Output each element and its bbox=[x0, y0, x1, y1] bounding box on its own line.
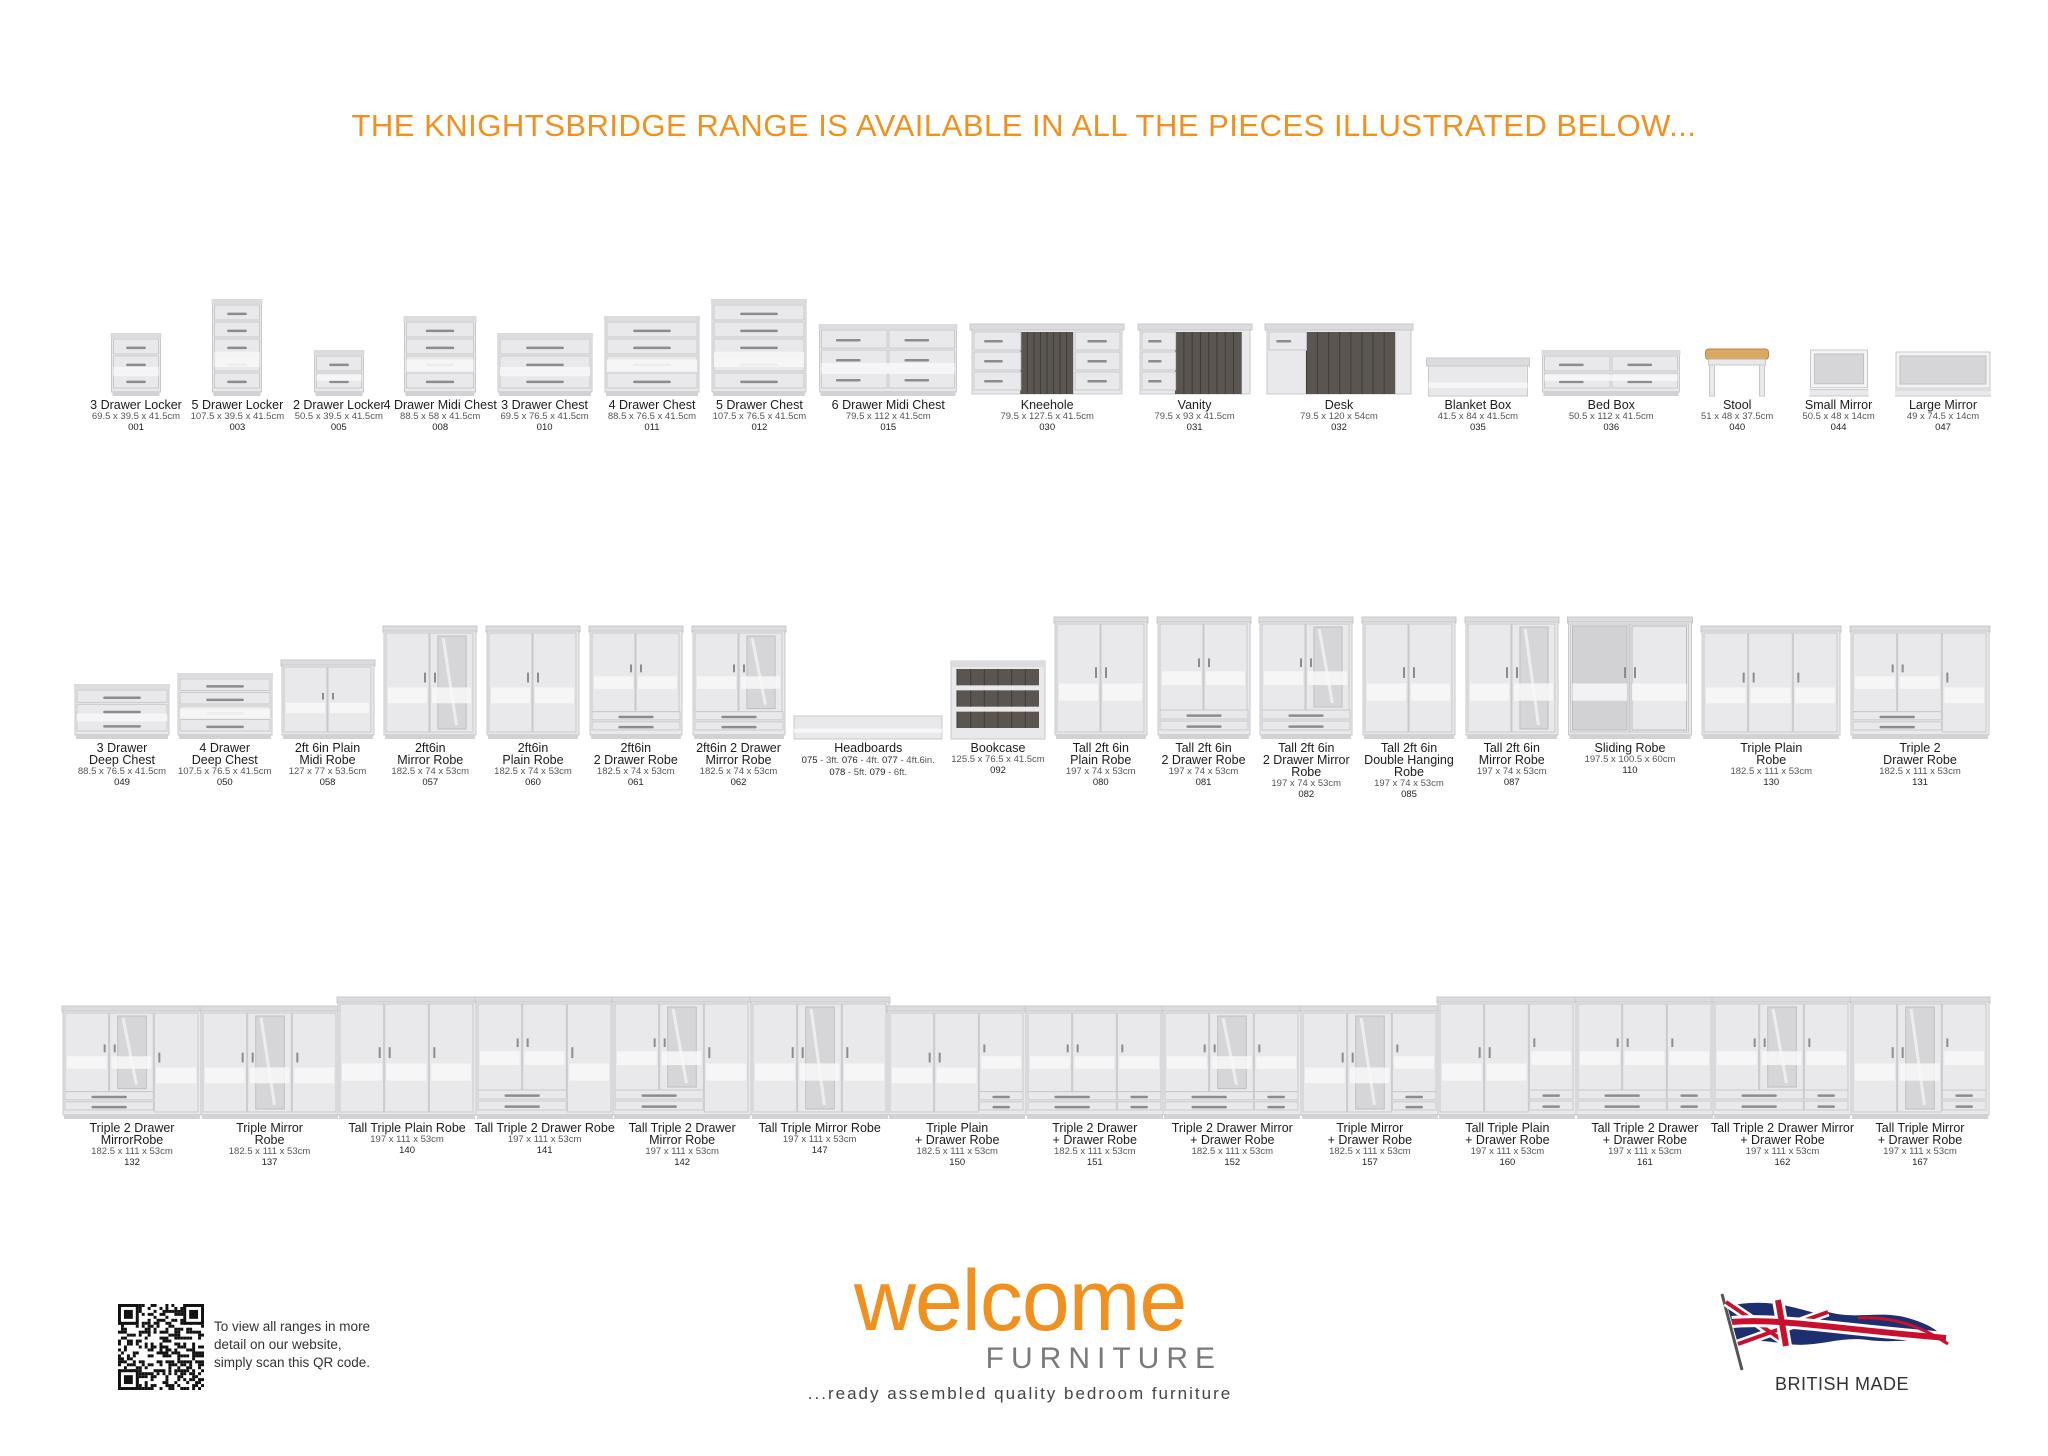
product-name: 3 Drawer Chest bbox=[501, 398, 589, 412]
product-dimensions: 125.5 x 76.5 x 41.5cm bbox=[951, 754, 1045, 765]
product-code: 030 bbox=[1039, 421, 1056, 433]
product-name: Triple 2 bbox=[1899, 741, 1941, 755]
product-item[interactable] bbox=[1850, 520, 1990, 788]
product-name: + Drawer Robe bbox=[1877, 1133, 1963, 1147]
product-dimensions: 182.5 x 111 x 53cm bbox=[1054, 1146, 1136, 1157]
logo-tagline: ...ready assembled quality bedroom furniture bbox=[807, 1384, 1233, 1403]
product-item[interactable] bbox=[612, 900, 752, 1168]
product-code: 058 bbox=[319, 776, 336, 788]
product-dimensions: 197 x 111 x 53cm bbox=[1745, 1146, 1820, 1157]
product-name: Headboards bbox=[834, 741, 903, 755]
product-name: MirrorRobe bbox=[100, 1133, 164, 1147]
product-code: 142 bbox=[674, 1156, 691, 1168]
product-code: 152 bbox=[1224, 1156, 1241, 1168]
product-dimensions: 69.5 x 76.5 x 41.5cm bbox=[500, 411, 589, 422]
product-name: Robe bbox=[1756, 753, 1787, 767]
product-item[interactable] bbox=[712, 230, 806, 435]
product-item[interactable] bbox=[1300, 900, 1440, 1168]
product-code: 005 bbox=[330, 421, 347, 433]
qr-text-line: simply scan this QR code. bbox=[214, 1355, 371, 1370]
product-item[interactable] bbox=[1362, 520, 1456, 800]
product-dimensions: 182.5 x 74 x 53cm bbox=[699, 766, 778, 777]
product-item[interactable] bbox=[200, 900, 340, 1168]
product-image bbox=[212, 298, 263, 397]
qr-text-line: detail on our website, bbox=[214, 1337, 342, 1352]
product-dimensions: 197 x 111 x 53cm bbox=[507, 1134, 582, 1145]
product-image bbox=[1809, 349, 1868, 397]
product-item[interactable] bbox=[1162, 900, 1302, 1168]
product-item[interactable] bbox=[794, 520, 942, 778]
product-item[interactable] bbox=[1575, 900, 1715, 1168]
product-dimensions: 49 x 74.5 x 14cm bbox=[1906, 411, 1980, 422]
product-name: Sliding Robe bbox=[1594, 741, 1666, 755]
product-name: Tall 2ft 6in bbox=[1380, 741, 1438, 755]
product-dimensions: 197 x 111 x 53cm bbox=[782, 1134, 857, 1145]
product-code: 040 bbox=[1729, 421, 1746, 433]
product-item[interactable] bbox=[1426, 230, 1529, 435]
product-dimensions: 197 x 111 x 53cm bbox=[645, 1146, 719, 1157]
product-name: Plain Robe bbox=[1070, 753, 1132, 767]
product-code: 031 bbox=[1186, 421, 1203, 433]
product-code: 080 bbox=[1092, 776, 1109, 788]
product-dimensions: 182.5 x 111 x 53cm bbox=[1329, 1146, 1411, 1157]
product-name: Tall 2ft 6in bbox=[1278, 741, 1335, 755]
product-image bbox=[1567, 616, 1694, 740]
product-item[interactable] bbox=[589, 520, 683, 788]
product-code: 167 bbox=[1912, 1156, 1928, 1168]
product-item[interactable] bbox=[281, 520, 375, 788]
qr-text-line: To view all ranges in more bbox=[214, 1319, 371, 1334]
product-name: Kneehole bbox=[1020, 398, 1074, 412]
product-image bbox=[1436, 996, 1578, 1120]
product-dimensions: 88.5 x 76.5 x 41.5cm bbox=[77, 766, 167, 777]
welcome-furniture-logo bbox=[760, 1253, 1280, 1404]
product-code: 012 bbox=[751, 421, 768, 433]
headboard-size: - 4ft.6in. bbox=[900, 755, 935, 766]
product-code: 157 bbox=[1361, 1156, 1378, 1168]
product-image bbox=[793, 715, 943, 740]
product-name: Deep Chest bbox=[191, 753, 258, 767]
product-item[interactable] bbox=[1568, 520, 1693, 778]
product-image bbox=[1574, 996, 1716, 1120]
product-item[interactable] bbox=[498, 230, 592, 435]
product-item[interactable] bbox=[75, 520, 169, 788]
british-made-label: BRITISH MADE bbox=[1774, 1374, 1909, 1394]
product-name: Triple Plain bbox=[926, 1121, 989, 1135]
product-item[interactable] bbox=[750, 900, 890, 1158]
product-dimensions: 127 x 77 x 53.5cm bbox=[288, 766, 367, 777]
product-image bbox=[1542, 349, 1681, 397]
product-image bbox=[404, 315, 477, 397]
product-code: 110 bbox=[1622, 764, 1638, 776]
product-item[interactable] bbox=[1795, 230, 1883, 435]
product-name: + Drawer Robe bbox=[1602, 1133, 1688, 1147]
product-image bbox=[1849, 625, 1991, 740]
product-code: 151 bbox=[1086, 1156, 1103, 1168]
product-code: 076 bbox=[841, 755, 861, 766]
product-item[interactable] bbox=[383, 520, 477, 788]
product-item[interactable] bbox=[692, 520, 786, 788]
product-code: 060 bbox=[525, 776, 541, 788]
product-dimensions: 79.5 x 120 x 54cm bbox=[1300, 411, 1378, 422]
product-code: 130 bbox=[1763, 776, 1780, 788]
product-code: 032 bbox=[1331, 421, 1347, 433]
product-dimensions: 197 x 74 x 53cm bbox=[1065, 766, 1136, 777]
product-item[interactable] bbox=[951, 520, 1045, 778]
product-image bbox=[886, 1005, 1028, 1120]
product-dimensions: 50.5 x 48 x 14cm bbox=[1802, 411, 1875, 422]
product-code: 160 bbox=[1499, 1156, 1516, 1168]
product-caption bbox=[1830, 1122, 2010, 1167]
product-code: 001 bbox=[128, 421, 144, 433]
headboard-size: - 3ft. bbox=[820, 755, 842, 766]
product-image bbox=[111, 332, 162, 397]
product-name: 2ft6in bbox=[414, 741, 446, 755]
product-caption bbox=[1245, 399, 1433, 432]
product-name: Triple Mirror bbox=[236, 1121, 303, 1135]
product-caption bbox=[1876, 399, 2010, 432]
product-image bbox=[1258, 616, 1354, 740]
product-name: Tall 2ft 6in bbox=[1483, 741, 1540, 755]
product-code: 061 bbox=[627, 776, 644, 788]
product-code: 078 bbox=[829, 767, 848, 778]
product-dimensions: 51 x 48 x 37.5cm bbox=[1701, 411, 1774, 422]
product-image bbox=[1464, 616, 1560, 740]
product-item[interactable] bbox=[178, 520, 272, 788]
product-name: 4 Drawer bbox=[199, 741, 251, 755]
product-name: + Drawer Robe bbox=[1052, 1133, 1137, 1147]
product-image bbox=[1705, 348, 1770, 397]
headboard-size: - 5ft. bbox=[847, 767, 870, 778]
product-dimensions: 182.5 x 111 x 53cm bbox=[228, 1146, 311, 1157]
product-name: Tall 2ft 6in bbox=[1072, 741, 1129, 755]
product-item[interactable] bbox=[970, 230, 1124, 435]
product-name: Desk bbox=[1324, 398, 1354, 412]
product-dimensions: 107.5 x 76.5 x 41.5cm bbox=[712, 411, 807, 422]
product-name: Mirror Robe bbox=[1478, 753, 1545, 767]
product-item[interactable] bbox=[1850, 900, 1990, 1168]
product-image bbox=[1264, 323, 1414, 397]
product-item[interactable] bbox=[1701, 520, 1841, 788]
product-caption bbox=[1830, 742, 2010, 787]
product-image bbox=[382, 625, 478, 740]
product-name: 2 Drawer Mirror bbox=[1262, 753, 1350, 767]
product-name: Deep Chest bbox=[88, 753, 155, 767]
product-name: 2ft 6in Plain bbox=[294, 741, 361, 755]
product-code: 081 bbox=[1195, 776, 1212, 788]
product-item[interactable] bbox=[475, 900, 615, 1158]
product-name: Triple Plain bbox=[1740, 741, 1803, 755]
product-row-3 bbox=[0, 900, 2048, 1170]
product-name: 2 Drawer Locker bbox=[292, 398, 385, 412]
headboard-size: - 6ft. bbox=[888, 767, 908, 778]
product-image bbox=[280, 659, 376, 740]
product-image bbox=[819, 323, 958, 397]
product-name: 2ft6in bbox=[517, 741, 549, 755]
product-dimensions: 197 x 74 x 53cm bbox=[1374, 778, 1444, 789]
product-caption bbox=[950, 399, 1144, 432]
product-name: + Drawer Robe bbox=[915, 1133, 1000, 1147]
product-item[interactable] bbox=[62, 900, 202, 1168]
product-name: Tall Triple 2 Drawer Mirror bbox=[1710, 1121, 1854, 1135]
product-item[interactable] bbox=[1138, 230, 1252, 435]
product-item[interactable] bbox=[383, 230, 497, 435]
product-dimensions: 69.5 x 39.5 x 41.5cm bbox=[91, 411, 181, 422]
product-image bbox=[950, 660, 1046, 740]
product-item[interactable] bbox=[486, 520, 580, 788]
product-image bbox=[1053, 616, 1149, 740]
product-name: Large Mirror bbox=[1908, 398, 1978, 412]
product-dimensions: 107.5 x 39.5 x 41.5cm bbox=[190, 411, 285, 422]
product-name: Double Hanging bbox=[1364, 753, 1454, 767]
product-name: 3 Drawer Locker bbox=[90, 398, 182, 412]
product-name: 4 Drawer Midi Chest bbox=[383, 398, 497, 412]
product-code: 137 bbox=[261, 1156, 278, 1168]
product-name: 2 Drawer Robe bbox=[1161, 753, 1246, 767]
product-image bbox=[1849, 996, 1991, 1120]
product-name: Tall Triple Plain bbox=[1465, 1121, 1550, 1135]
product-name: 5 Drawer Locker bbox=[191, 398, 284, 412]
product-code: 092 bbox=[990, 764, 1006, 776]
product-dimensions: 182.5 x 111 x 53cm bbox=[1730, 766, 1812, 777]
product-name: Robe bbox=[1291, 765, 1322, 779]
product-name: Tall Triple Mirror Robe bbox=[758, 1121, 881, 1135]
product-item[interactable] bbox=[887, 900, 1027, 1168]
product-code: 132 bbox=[124, 1156, 140, 1168]
product-item[interactable] bbox=[1543, 230, 1680, 435]
product-image bbox=[474, 996, 616, 1120]
product-code: 015 bbox=[880, 421, 897, 433]
product-dimensions: 107.5 x 76.5 x 41.5cm bbox=[178, 766, 272, 777]
page-headline: THE KNIGHTSBRIDGE RANGE IS AVAILABLE IN ALL THE PIECES ILLUSTRATED BELOW... bbox=[351, 108, 1697, 143]
product-code: 085 bbox=[1401, 788, 1417, 800]
product-dimensions: 197 x 111 x 53cm bbox=[1608, 1146, 1682, 1157]
product-code: 079 bbox=[869, 767, 889, 778]
product-image bbox=[1711, 996, 1853, 1120]
product-code: 141 bbox=[536, 1144, 553, 1156]
product-code: 062 bbox=[730, 776, 747, 788]
product-name: Midi Robe bbox=[299, 753, 356, 767]
product-item[interactable] bbox=[1896, 230, 1990, 435]
product-code: 150 bbox=[949, 1156, 966, 1168]
product-dimensions: 197 x 111 x 53cm bbox=[1470, 1146, 1545, 1157]
product-dimensions: 182.5 x 74 x 53cm bbox=[596, 766, 675, 777]
product-item[interactable] bbox=[1157, 520, 1251, 788]
product-item[interactable] bbox=[1054, 520, 1148, 788]
product-image bbox=[604, 315, 700, 397]
product-code: 077 bbox=[881, 755, 901, 766]
product-code: 082 bbox=[1298, 788, 1315, 800]
product-row-1 bbox=[0, 230, 2048, 440]
product-name: Plain Robe bbox=[502, 753, 564, 767]
product-dimensions: 197 x 111 x 53cm bbox=[1883, 1146, 1957, 1157]
product-image bbox=[336, 996, 478, 1120]
product-name: Tall 2ft 6in bbox=[1175, 741, 1232, 755]
logo-subtitle: FURNITURE bbox=[985, 1342, 1222, 1375]
product-name: Tall Triple Plain Robe bbox=[348, 1121, 466, 1135]
product-image bbox=[749, 996, 891, 1120]
product-name: Tall Triple 2 Drawer Robe bbox=[474, 1121, 615, 1135]
product-name: Triple 2 Drawer Mirror bbox=[1171, 1121, 1293, 1135]
product-code: 162 bbox=[1774, 1156, 1791, 1168]
product-dimensions: 50.5 x 39.5 x 41.5cm bbox=[294, 411, 383, 422]
product-dimensions: 182.5 x 111 x 53cm bbox=[91, 1146, 173, 1157]
product-dimensions: 197 x 74 x 53cm bbox=[1271, 778, 1342, 789]
product-image bbox=[497, 332, 593, 397]
product-dimensions: 197 x 74 x 53cm bbox=[1168, 766, 1239, 777]
product-image bbox=[1425, 357, 1530, 397]
product-dimensions: 197 x 74 x 53cm bbox=[1476, 766, 1547, 777]
product-name: + Drawer Robe bbox=[1740, 1133, 1825, 1147]
product-code: 035 bbox=[1469, 421, 1486, 433]
product-code: 049 bbox=[114, 776, 130, 788]
product-name: 2ft6in 2 Drawer bbox=[696, 741, 781, 755]
product-name: + Drawer Robe bbox=[1327, 1133, 1413, 1147]
product-item[interactable] bbox=[820, 230, 957, 435]
product-code: 008 bbox=[432, 421, 449, 433]
union-jack-flag-icon bbox=[1708, 1288, 1952, 1372]
product-code: 010 bbox=[536, 421, 553, 433]
product-image bbox=[711, 298, 807, 397]
product-code: 011 bbox=[644, 421, 660, 433]
product-image bbox=[1700, 625, 1842, 740]
qr-code-graphic bbox=[118, 1304, 204, 1390]
product-image bbox=[1361, 616, 1457, 740]
product-image bbox=[199, 1005, 341, 1120]
product-item[interactable] bbox=[1710, 900, 1854, 1168]
product-item[interactable] bbox=[1025, 900, 1165, 1168]
product-item[interactable] bbox=[1259, 520, 1353, 800]
product-name: Robe bbox=[1394, 765, 1424, 779]
product-name: Robe bbox=[254, 1133, 285, 1147]
product-name: Mirror Robe bbox=[649, 1133, 716, 1147]
product-name: Tall Triple 2 Drawer bbox=[1591, 1121, 1699, 1135]
product-name: Stool bbox=[1722, 398, 1752, 412]
product-item[interactable] bbox=[1437, 900, 1577, 1168]
product-image bbox=[1895, 351, 1991, 397]
product-code: 161 bbox=[1636, 1156, 1653, 1168]
product-item[interactable] bbox=[292, 230, 385, 435]
product-item[interactable] bbox=[1465, 520, 1559, 788]
qr-instructions bbox=[214, 1318, 370, 1372]
product-name: Tall Triple 2 Drawer bbox=[628, 1121, 736, 1135]
logo-wordmark: welcome bbox=[853, 1253, 1187, 1349]
product-item[interactable] bbox=[92, 230, 180, 435]
product-dimensions: 79.5 x 112 x 41.5cm bbox=[845, 411, 931, 422]
product-dimensions: 182.5 x 111 x 53cm bbox=[1191, 1146, 1274, 1157]
product-name: Tall Triple Mirror bbox=[1875, 1121, 1965, 1135]
product-dimensions: 197 x 111 x 53cm bbox=[370, 1134, 444, 1145]
headboard-size: - 4ft. bbox=[860, 755, 882, 766]
product-name: Blanket Box bbox=[1444, 398, 1512, 412]
product-image bbox=[485, 625, 581, 740]
product-code: 044 bbox=[1830, 421, 1847, 433]
product-image bbox=[1156, 616, 1252, 740]
product-name: 4 Drawer Chest bbox=[608, 398, 696, 412]
product-code: 147 bbox=[811, 1144, 828, 1156]
product-name: 6 Drawer Midi Chest bbox=[831, 398, 945, 412]
product-name: + Drawer Robe bbox=[1465, 1133, 1550, 1147]
product-name: Triple 2 Drawer bbox=[89, 1121, 175, 1135]
product-image bbox=[74, 683, 170, 740]
product-name: Drawer Robe bbox=[1883, 753, 1957, 767]
product-name: 5 Drawer Chest bbox=[715, 398, 803, 412]
product-name: 2 Drawer Robe bbox=[593, 753, 678, 767]
product-code: 057 bbox=[422, 776, 439, 788]
product-image bbox=[177, 672, 273, 740]
product-image bbox=[588, 625, 684, 740]
product-name: Bookcase bbox=[970, 741, 1026, 755]
product-row-2 bbox=[0, 520, 2048, 800]
product-dimensions: 182.5 x 111 x 53cm bbox=[916, 1146, 998, 1157]
product-item[interactable] bbox=[1265, 230, 1413, 435]
product-image bbox=[691, 625, 787, 740]
product-name: Mirror Robe bbox=[705, 753, 772, 767]
product-dimensions: 182.5 x 74 x 53cm bbox=[494, 766, 572, 777]
product-item[interactable] bbox=[605, 230, 699, 435]
product-code: 036 bbox=[1603, 421, 1620, 433]
product-image bbox=[611, 996, 753, 1120]
product-name: 3 Drawer bbox=[96, 741, 148, 755]
product-name: Triple Mirror bbox=[1336, 1121, 1404, 1135]
product-dimensions: 182.5 x 111 x 53cm bbox=[1879, 766, 1961, 777]
product-item[interactable] bbox=[1693, 230, 1781, 435]
product-name: Vanity bbox=[1177, 398, 1212, 412]
qr-code[interactable] bbox=[118, 1304, 204, 1390]
product-name: 2ft6in bbox=[620, 741, 652, 755]
product-code: 003 bbox=[229, 421, 246, 433]
product-image bbox=[61, 1005, 203, 1120]
product-code: 047 bbox=[1935, 421, 1951, 433]
product-name: Triple 2 Drawer bbox=[1052, 1121, 1138, 1135]
product-name: Mirror Robe bbox=[397, 753, 464, 767]
product-dimensions: 197.5 x 100.5 x 60cm bbox=[1584, 754, 1676, 765]
product-code: 131 bbox=[1912, 776, 1928, 788]
product-image bbox=[969, 323, 1125, 397]
product-dimensions: 50.5 x 112 x 41.5cm bbox=[1568, 411, 1654, 422]
product-dimensions: 88.5 x 58 x 41.5cm bbox=[400, 411, 481, 422]
product-name: Bed Box bbox=[1587, 398, 1635, 412]
product-code: 140 bbox=[399, 1144, 415, 1156]
product-dimensions: 41.5 x 84 x 41.5cm bbox=[1437, 411, 1519, 422]
product-image bbox=[1137, 323, 1253, 397]
product-image bbox=[313, 349, 364, 397]
product-name: + Drawer Robe bbox=[1190, 1133, 1275, 1147]
product-dimensions: 79.5 x 93 x 41.5cm bbox=[1154, 411, 1235, 422]
product-image bbox=[1299, 1005, 1441, 1120]
product-item[interactable] bbox=[337, 900, 477, 1158]
product-item[interactable] bbox=[190, 230, 285, 435]
product-name: Small Mirror bbox=[1804, 398, 1873, 412]
product-image bbox=[1161, 1005, 1303, 1120]
product-dimensions: 79.5 x 127.5 x 41.5cm bbox=[1000, 411, 1094, 422]
product-dimensions: 88.5 x 76.5 x 41.5cm bbox=[607, 411, 697, 422]
product-code: 050 bbox=[216, 776, 233, 788]
product-dimensions: 182.5 x 74 x 53cm bbox=[391, 766, 470, 777]
product-code: 075 bbox=[801, 755, 821, 766]
product-code: 087 bbox=[1503, 776, 1520, 788]
product-image bbox=[1024, 1005, 1166, 1120]
